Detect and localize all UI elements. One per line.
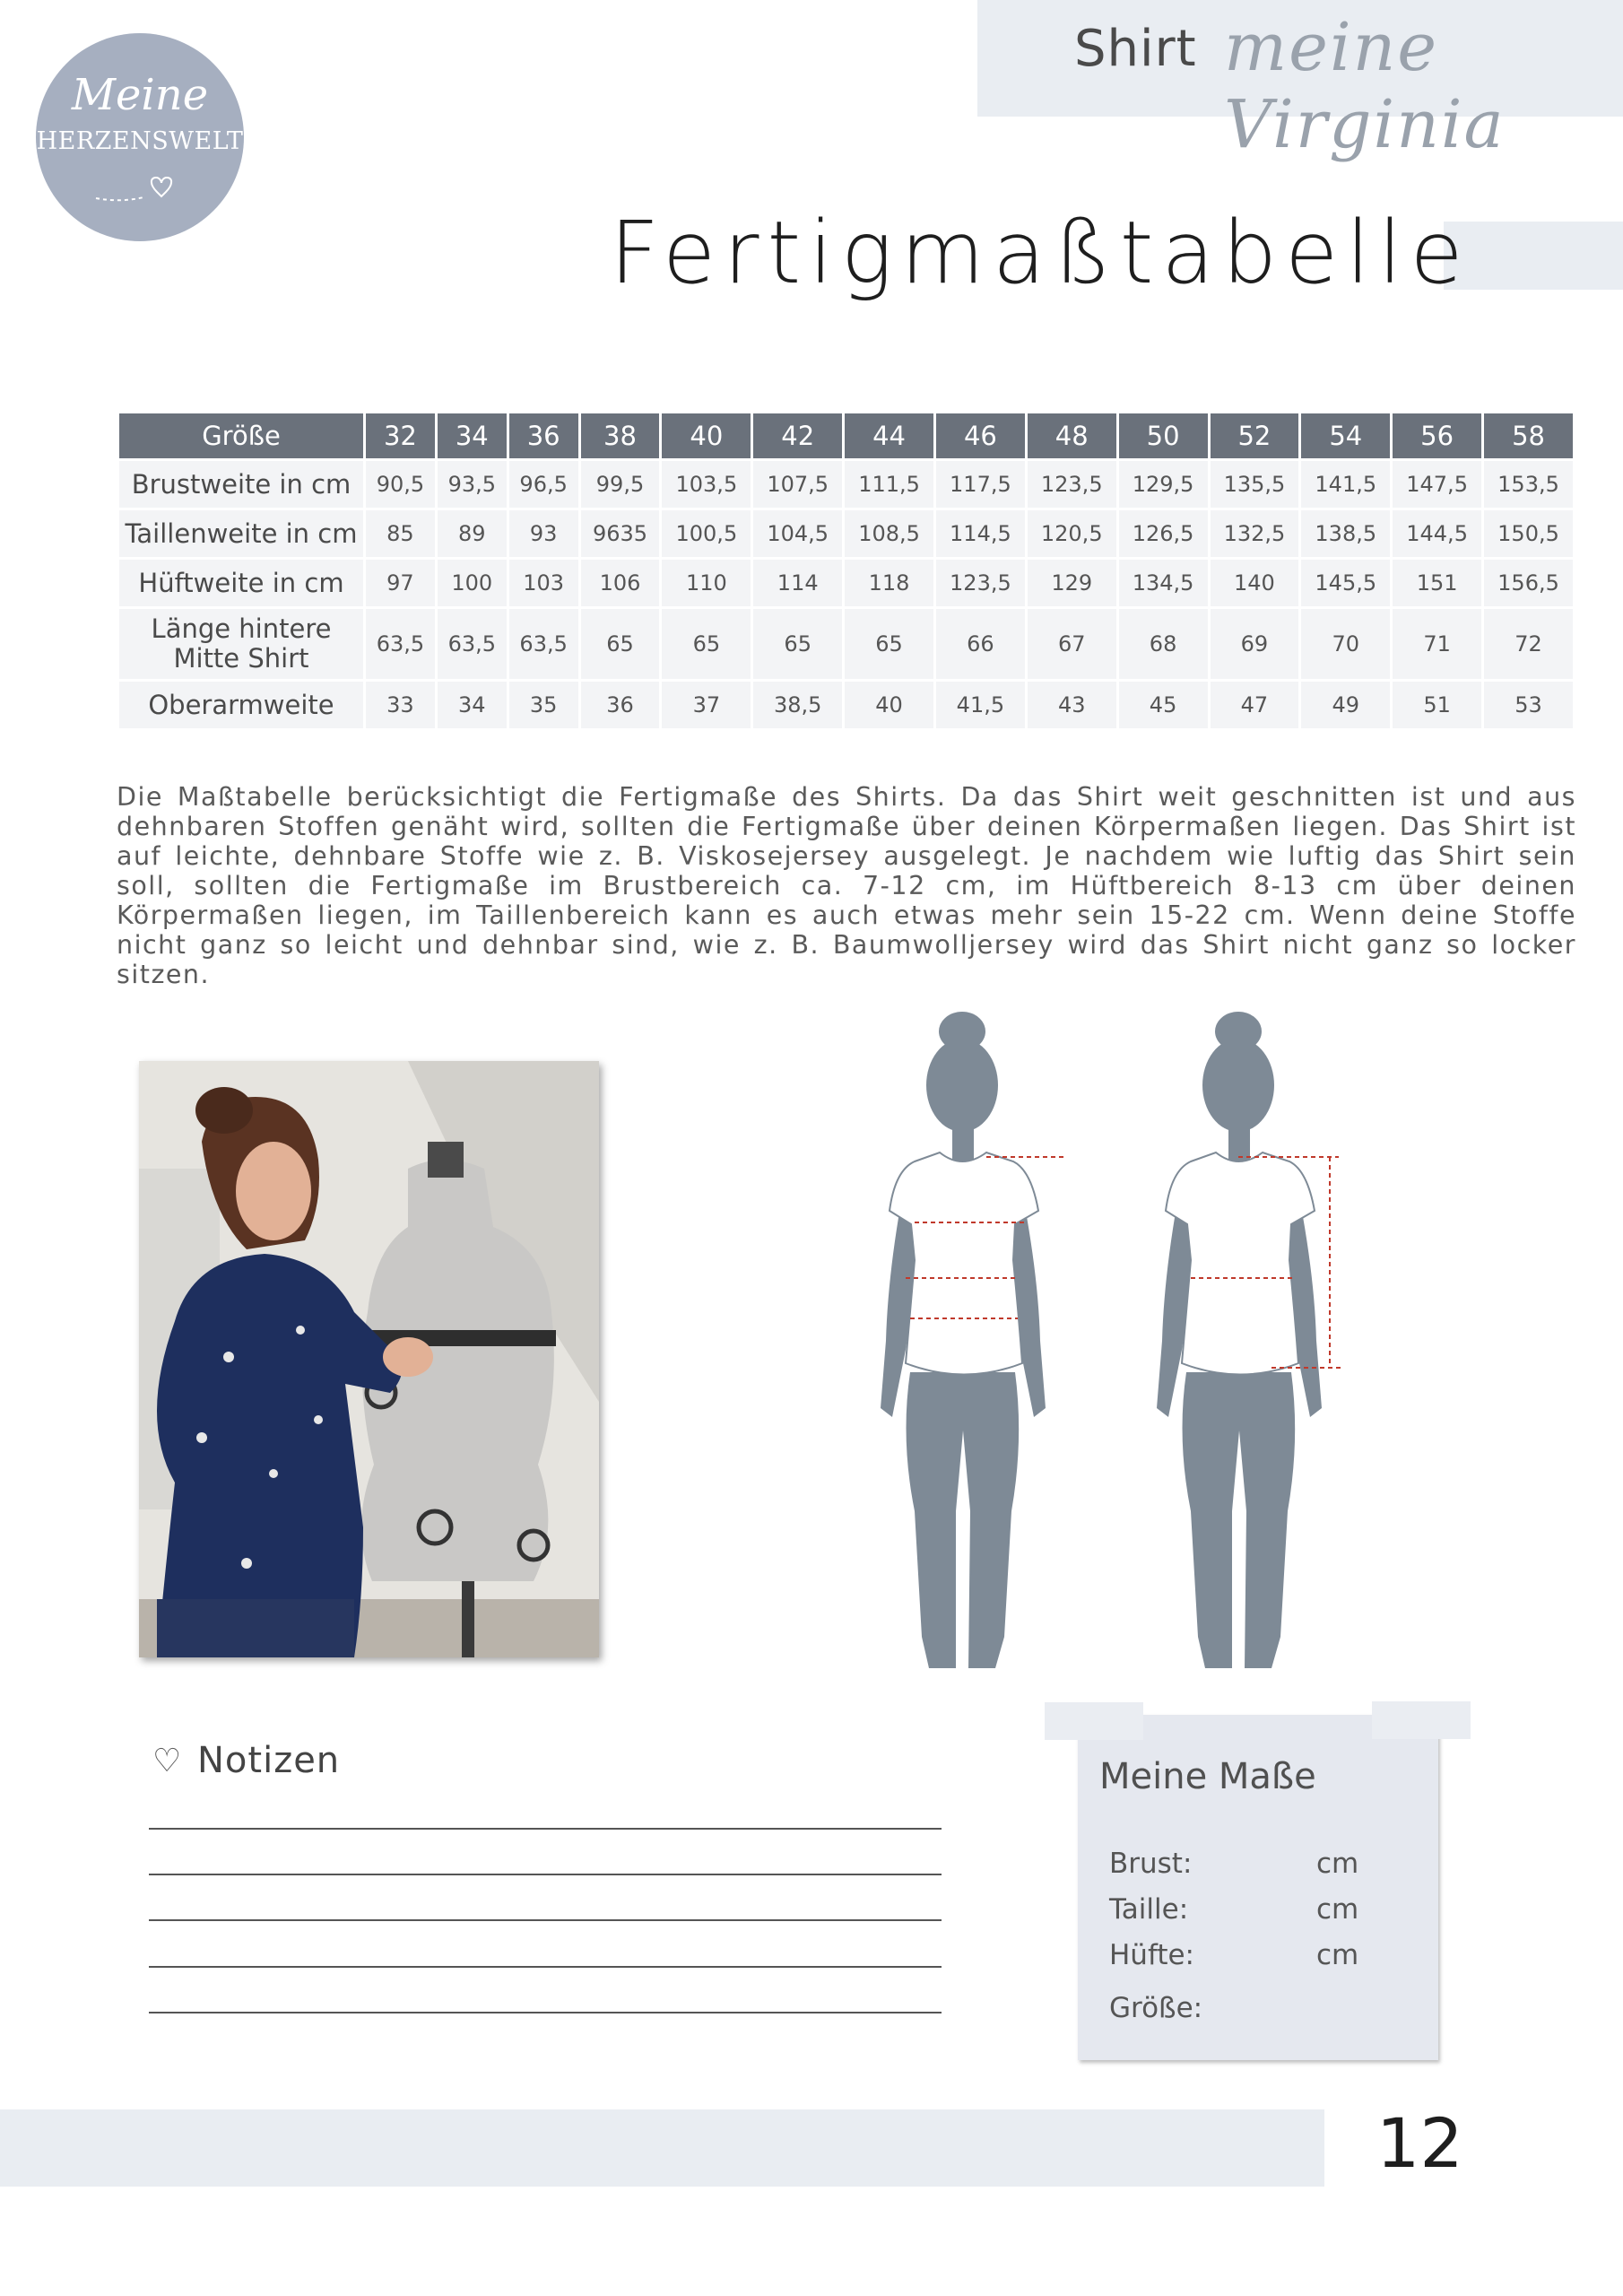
table-cell: 9635 [581, 510, 660, 557]
size-header-row [119, 413, 1573, 458]
measure-label-waist: Taille: [1109, 1893, 1189, 1926]
size-col: 40 [662, 413, 751, 458]
size-col: 36 [509, 413, 578, 458]
dress-form-photo-illustration [139, 1061, 599, 1657]
photo-dress-form [139, 1061, 599, 1657]
table-row [119, 461, 1573, 508]
table-cell: 63,5 [509, 609, 578, 679]
table-row [119, 510, 1573, 557]
measure-label-chest: Brust: [1109, 1848, 1193, 1880]
note-line[interactable] [149, 1828, 942, 1830]
row-label: Taillenweite in cm [119, 510, 363, 557]
table-cell: 71 [1393, 609, 1481, 679]
table-cell: 67 [1028, 609, 1116, 679]
table-cell: 65 [753, 609, 842, 679]
logo-heart-icon [94, 167, 193, 212]
table-cell: 65 [845, 609, 933, 679]
table-cell: 111,5 [845, 461, 933, 508]
table-cell: 45 [1119, 682, 1208, 728]
size-table [117, 411, 1575, 731]
table-cell: 108,5 [845, 510, 933, 557]
back-figure-diagram [1137, 1009, 1352, 1673]
size-col: 52 [1211, 413, 1299, 458]
footer-band [0, 2109, 1324, 2187]
table-cell: 132,5 [1211, 510, 1299, 557]
table-cell: 41,5 [936, 682, 1025, 728]
tape-decoration [1372, 1701, 1471, 1739]
table-cell: 107,5 [753, 461, 842, 508]
page-number: 12 [1376, 2103, 1463, 2183]
table-cell: 153,5 [1484, 461, 1573, 508]
note-line[interactable] [149, 1919, 942, 1921]
table-cell: 114 [753, 560, 842, 606]
table-cell: 89 [438, 510, 507, 557]
table-cell: 49 [1301, 682, 1390, 728]
table-cell: 129 [1028, 560, 1116, 606]
size-col: 34 [438, 413, 507, 458]
table-cell: 38,5 [753, 682, 842, 728]
table-cell: 63,5 [438, 609, 507, 679]
table-cell: 104,5 [753, 510, 842, 557]
table-cell: 34 [438, 682, 507, 728]
size-col: 46 [936, 413, 1025, 458]
table-cell: 35 [509, 682, 578, 728]
size-header-label: Größe [119, 413, 363, 458]
table-cell: 43 [1028, 682, 1116, 728]
page-title: Fertigmaßtabelle [610, 203, 1471, 303]
header-pattern-name: meine Virginia [1224, 9, 1506, 163]
table-cell: 138,5 [1301, 510, 1390, 557]
measure-label-hip: Hüfte: [1109, 1939, 1194, 1971]
table-cell: 70 [1301, 609, 1390, 679]
note-line[interactable] [149, 1874, 942, 1875]
row-label: Brustweite in cm [119, 461, 363, 508]
table-cell: 40 [845, 682, 933, 728]
row-label: Hüftweite in cm [119, 560, 363, 606]
table-cell: 100 [438, 560, 507, 606]
size-col: 32 [366, 413, 435, 458]
table-cell: 135,5 [1211, 461, 1299, 508]
table-cell: 99,5 [581, 461, 660, 508]
description-text: Die Maßtabelle berücksichtigt die Fertigmaße des Shirts. Da das Shirt weit geschnitten ist und aus dehnbaren Stoffen genäht wird, sollten die Fertigmaße über deinen Körpermaßen liegen. Das Shirt ist auf leichte, dehnbare Stoffe wie z. B. Viskosejersey ausgelegt. Je nachdem wie luftig das Shirt sein soll, sollten die Fertigmaße im Brustbereich ca. 7-12 cm, im Hüftbereich 8-13 cm über deinen Körpermaßen liegen, im Taillenbereich kann es auch etwas mehr sein 15-22 cm. Wenn deine Stoffe nicht ganz so leicht und dehnbar sind, wie z. B. Baumwolljersey wird das Shirt nicht ganz so locker sitzen. [117, 782, 1576, 989]
logo-script-text: Meine [71, 70, 209, 120]
table-cell: 126,5 [1119, 510, 1208, 557]
table-cell: 72 [1484, 609, 1573, 679]
measure-unit-hip: cm [1316, 1939, 1359, 1971]
table-cell: 100,5 [662, 510, 751, 557]
table-cell: 123,5 [936, 560, 1025, 606]
logo-brand-text: HERZENSWELT [36, 127, 244, 155]
table-cell: 141,5 [1301, 461, 1390, 508]
table-cell: 156,5 [1484, 560, 1573, 606]
table-row [119, 682, 1573, 728]
table-cell: 110 [662, 560, 751, 606]
table-cell: 93,5 [438, 461, 507, 508]
table-cell: 93 [509, 510, 578, 557]
table-cell: 69 [1211, 609, 1299, 679]
table-row [119, 560, 1573, 606]
table-cell: 120,5 [1028, 510, 1116, 557]
size-col: 48 [1028, 413, 1116, 458]
table-cell: 117,5 [936, 461, 1025, 508]
table-cell: 145,5 [1301, 560, 1390, 606]
table-cell: 151 [1393, 560, 1481, 606]
size-col: 42 [753, 413, 842, 458]
table-cell: 147,5 [1393, 461, 1481, 508]
table-cell: 65 [581, 609, 660, 679]
table-cell: 36 [581, 682, 660, 728]
note-line[interactable] [149, 1966, 942, 1968]
note-line[interactable] [149, 2012, 942, 2013]
notes-title: Notizen [197, 1740, 341, 1781]
table-cell: 118 [845, 560, 933, 606]
table-cell: 66 [936, 609, 1025, 679]
table-cell: 85 [366, 510, 435, 557]
front-figure-diagram [861, 1009, 1076, 1673]
row-label: Oberarmweite [119, 682, 363, 728]
table-cell: 129,5 [1119, 461, 1208, 508]
table-cell: 47 [1211, 682, 1299, 728]
table-cell: 106 [581, 560, 660, 606]
table-cell: 134,5 [1119, 560, 1208, 606]
table-cell: 33 [366, 682, 435, 728]
table-cell: 68 [1119, 609, 1208, 679]
table-cell: 103 [509, 560, 578, 606]
size-col: 58 [1484, 413, 1573, 458]
measure-unit-chest: cm [1316, 1848, 1359, 1880]
table-row [119, 609, 1573, 679]
table-cell: 37 [662, 682, 751, 728]
size-col: 44 [845, 413, 933, 458]
table-cell: 90,5 [366, 461, 435, 508]
table-cell: 96,5 [509, 461, 578, 508]
table-cell: 103,5 [662, 461, 751, 508]
table-cell: 51 [1393, 682, 1481, 728]
table-cell: 97 [366, 560, 435, 606]
table-cell: 53 [1484, 682, 1573, 728]
size-col: 56 [1393, 413, 1481, 458]
size-col: 50 [1119, 413, 1208, 458]
table-cell: 65 [662, 609, 751, 679]
table-cell: 63,5 [366, 609, 435, 679]
table-cell: 114,5 [936, 510, 1025, 557]
row-label: Länge hintere Mitte Shirt [119, 609, 363, 679]
table-cell: 144,5 [1393, 510, 1481, 557]
heart-icon: ♡ [152, 1743, 182, 1779]
table-cell: 150,5 [1484, 510, 1573, 557]
table-cell: 140 [1211, 560, 1299, 606]
header-pattern-type: Shirt [1074, 20, 1197, 78]
size-col: 38 [581, 413, 660, 458]
measure-label-size: Größe: [1109, 1992, 1203, 2024]
size-col: 54 [1301, 413, 1390, 458]
tape-decoration [1045, 1702, 1143, 1740]
my-measurements-title: Meine Maße [1099, 1756, 1316, 1797]
table-cell: 123,5 [1028, 461, 1116, 508]
measure-unit-waist: cm [1316, 1893, 1359, 1926]
